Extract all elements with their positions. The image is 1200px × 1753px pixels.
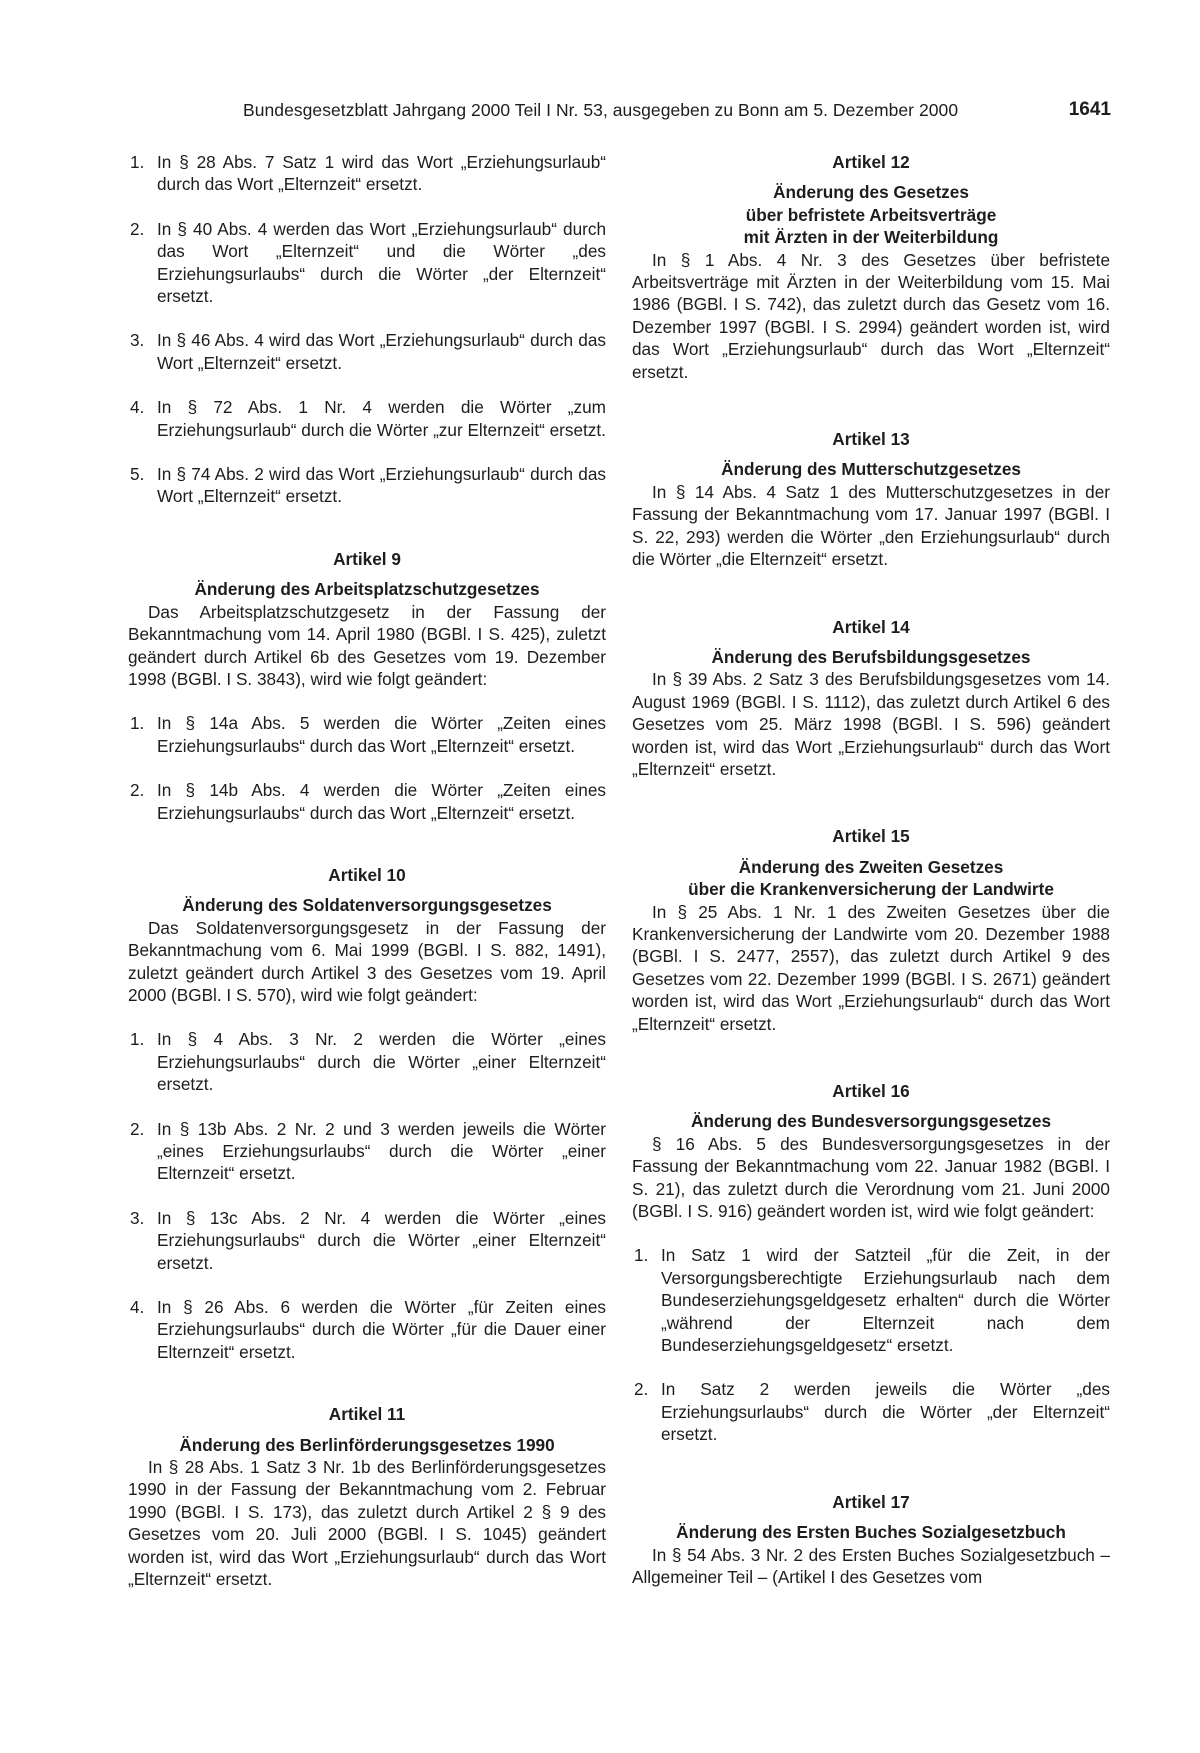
running-title: Bundesgesetzblatt Jahrgang 2000 Teil I Nr. 53, ausgegeben zu Bonn am 5. Dezember 2000: [243, 100, 959, 120]
article-11-title: Änderung des Berlinförderungsgesetzes 1990: [179, 1434, 555, 1455]
article-14-label: Artikel 14: [832, 616, 910, 637]
list-item: 1. In Satz 1 wird der Satzteil „für die Zeit, in der Versorgungsberechtigte Erziehungsurlaub nach dem Bundeserziehungsgeldgesetz erhalten“ durch die Wörter „während der Elternzeit nach dem Bundeserziehungsgeldgesetz“ ersetzt.: [634, 1245, 1110, 1356]
list-item: 2. In § 40 Abs. 4 werden das Wort „Erziehungsurlaub“ durch das Wort „Elternzeit“ und die Wörter „des Erziehungsurlaubs“ durch die Wörter „der Elternzeit“ ersetzt.: [130, 218, 606, 307]
article-12-title: Änderung des Gesetzes über befristete Arbeitsverträge mit Ärzten in der Weiterbildung: [743, 182, 999, 248]
article-11-text: In § 28 Abs. 1 Satz 3 Nr. 1b des Berlinförderungsgesetzes 1990 in der Fassung der Bekanntmachung vom 2. Februar 1990 (BGBl. I S. 173), das zuletzt durch Artikel 2 § 9 des Gesetzes vom 20. Juli 2000 (BGBl. I S. 1045) geändert worden ist, wird das Wort „Erziehungsurlaub“ durch das Wort „Elternzeit“ ersetzt.: [128, 1457, 606, 1590]
article-10-intro: Das Soldatenversorgungsgesetz in der Fassung der Bekanntmachung vom 6. Mai 1999 (BGBl. I S. 882, 1491), zuletzt geändert durch Artikel 3 des Gesetzes vom 19. April 2000 (BGBl. I S. 570), wird wie folgt geändert:: [128, 917, 606, 1005]
list-item: 1. In § 14a Abs. 5 werden die Wörter „Zeiten eines Erziehungsurlaubs“ durch das Wort „Elternzeit“ ersetzt.: [130, 713, 606, 756]
article-16-label: Artikel 16: [832, 1081, 910, 1101]
list-item: 1. In § 4 Abs. 3 Nr. 2 werden die Wörter „eines Erziehungsurlaubs“ durch die Wörter „einer Elternzeit“ ersetzt.: [130, 1029, 606, 1095]
list-item: 1. In § 28 Abs. 7 Satz 1 wird das Wort „Erziehungsurlaub“ durch das Wort „Elternzeit“ ersetzt.: [130, 152, 606, 195]
list-item: 4. In § 72 Abs. 1 Nr. 4 werden die Wörter „zum Erziehungsurlaub“ durch die Wörter „zur Elternzeit“ ersetzt.: [130, 397, 606, 440]
article-15-text: In § 25 Abs. 1 Nr. 1 des Zweiten Gesetzes über die Krankenversicherung der Landwirte vom 20. Dezember 1988 (BGBl. I S. 2477, 2557), das zuletzt durch Artikel 9 des Gesetzes vom 22. Dezember 1999 (BGBl. I S. 2671) geändert worden ist, wird das Wort „Erziehungsurlaub“ durch das Wort „Elternzeit“ ersetzt.: [632, 901, 1110, 1034]
article-11-label: Artikel 11: [328, 1404, 406, 1425]
article-12-text: In § 1 Abs. 4 Nr. 3 des Gesetzes über befristete Arbeitsverträge mit Ärzten in der Weiterbildung vom 15. Mai 1986 (BGBl. I S. 742), das zuletzt durch das Gesetz vom 16. Dezember 1997 (BGBl. I S. 2994) geändert worden ist, wird das Wort „Erziehungsurlaub“ durch das Wort „Elternzeit“ ersetzt.: [632, 249, 1110, 382]
article-17-text: In § 54 Abs. 3 Nr. 2 des Ersten Buches Sozialgesetzbuch – Allgemeiner Teil – (Artikel I des Gesetzes vom: [632, 1544, 1110, 1587]
left-column: [128, 151, 606, 1591]
article-13-label: Artikel 13: [832, 429, 910, 450]
article-9-title: Änderung des Arbeitsplatzschutzgesetzes: [194, 579, 540, 600]
list-item: 4. In § 26 Abs. 6 werden die Wörter „für Zeiten eines Erziehungsurlaubs“ durch die Wörter „für die Dauer einer Elternzeit“ ersetzt.: [130, 1297, 606, 1362]
list-item: 3. In § 46 Abs. 4 wird das Wort „Erziehungsurlaub“ durch das Wort „Elternzeit“ ersetzt.: [130, 330, 606, 373]
article-15-title: Änderung des Zweiten Gesetzes über die Krankenversicherung der Landwirte: [688, 856, 1054, 900]
list-item: 2. In Satz 2 werden jeweils die Wörter „des Erziehungsurlaubs“ durch die Wörter „der Elternzeit“ ersetzt.: [634, 1379, 1110, 1445]
article-14-title: Änderung des Berufsbildungsgesetzes: [711, 646, 1031, 667]
article-10-label: Artikel 10: [328, 864, 406, 885]
article-16-intro: § 16 Abs. 5 des Bundesversorgungsgesetzes in der Fassung der Bekanntmachung vom 22. Januar 1982 (BGBl. I S. 21), das zuletzt durch die Verordnung vom 21. Juni 2000 (BGBl. I S. 916) geändert worden ist, wird wie folgt geändert:: [632, 1133, 1110, 1222]
article-15-label: Artikel 15: [832, 826, 910, 847]
article-17-title: Änderung des Ersten Buches Sozialgesetzbuch: [676, 1522, 1066, 1543]
list-item: 2. In § 13b Abs. 2 Nr. 2 und 3 werden jeweils die Wörter „eines Erziehungsurlaubs“ durch die Wörter „einer Elternzeit“ ersetzt.: [130, 1118, 606, 1184]
page-number: 1641: [1068, 99, 1111, 120]
article-14-text: In § 39 Abs. 2 Satz 3 des Berufsbildungsgesetzes vom 14. August 1969 (BGBl. I S. 1112), das zuletzt durch Artikel 6 des Gesetzes vom 25. März 1998 (BGBl. I S. 596) geändert worden ist, wird das Wort „Erziehungsurlaub“ durch das Wort „Elternzeit“ ersetzt.: [632, 669, 1110, 779]
article-9-intro: Das Arbeitsplatzschutzgesetz in der Fassung der Bekanntmachung vom 14. April 1980 (BGBl. I S. 425), zuletzt geändert durch Artikel 6b des Gesetzes vom 19. Dezember 1998 (BGBl. I S. 3843), wird wie folgt geändert:: [128, 601, 606, 689]
running-header: [243, 100, 1111, 126]
article-16-title: Änderung des Bundesversorgungsgesetzes: [690, 1111, 1052, 1132]
list-item: 3. In § 13c Abs. 2 Nr. 4 werden die Wörter „eines Erziehungsurlaubs“ durch die Wörter „einer Elternzeit“ ersetzt.: [130, 1207, 606, 1273]
article-9-label: Artikel 9: [333, 548, 401, 569]
article-13-text: In § 14 Abs. 4 Satz 1 des Mutterschutzgesetzes in der Fassung der Bekanntmachung vom 17. Januar 1997 (BGBl. I S. 22, 293) werden die Wörter „den Erziehungsurlaub“ durch die Wörter „die Elternzeit“ ersetzt.: [632, 481, 1110, 570]
list-item: 5. In § 74 Abs. 2 wird das Wort „Erziehungsurlaub“ durch das Wort „Elternzeit“ ersetzt.: [130, 464, 606, 507]
right-column: [632, 151, 1110, 1588]
article-13-title: Änderung des Mutterschutzgesetzes: [721, 459, 1021, 480]
article-17-label: Artikel 17: [832, 1491, 910, 1512]
list-item: 2. In § 14b Abs. 4 werden die Wörter „Zeiten eines Erziehungsurlaubs“ durch das Wort „Elternzeit“ ersetzt.: [130, 780, 606, 823]
article-10-title: Änderung des Soldatenversorgungsgesetzes: [182, 895, 552, 916]
article-12-label: Artikel 12: [832, 152, 910, 172]
